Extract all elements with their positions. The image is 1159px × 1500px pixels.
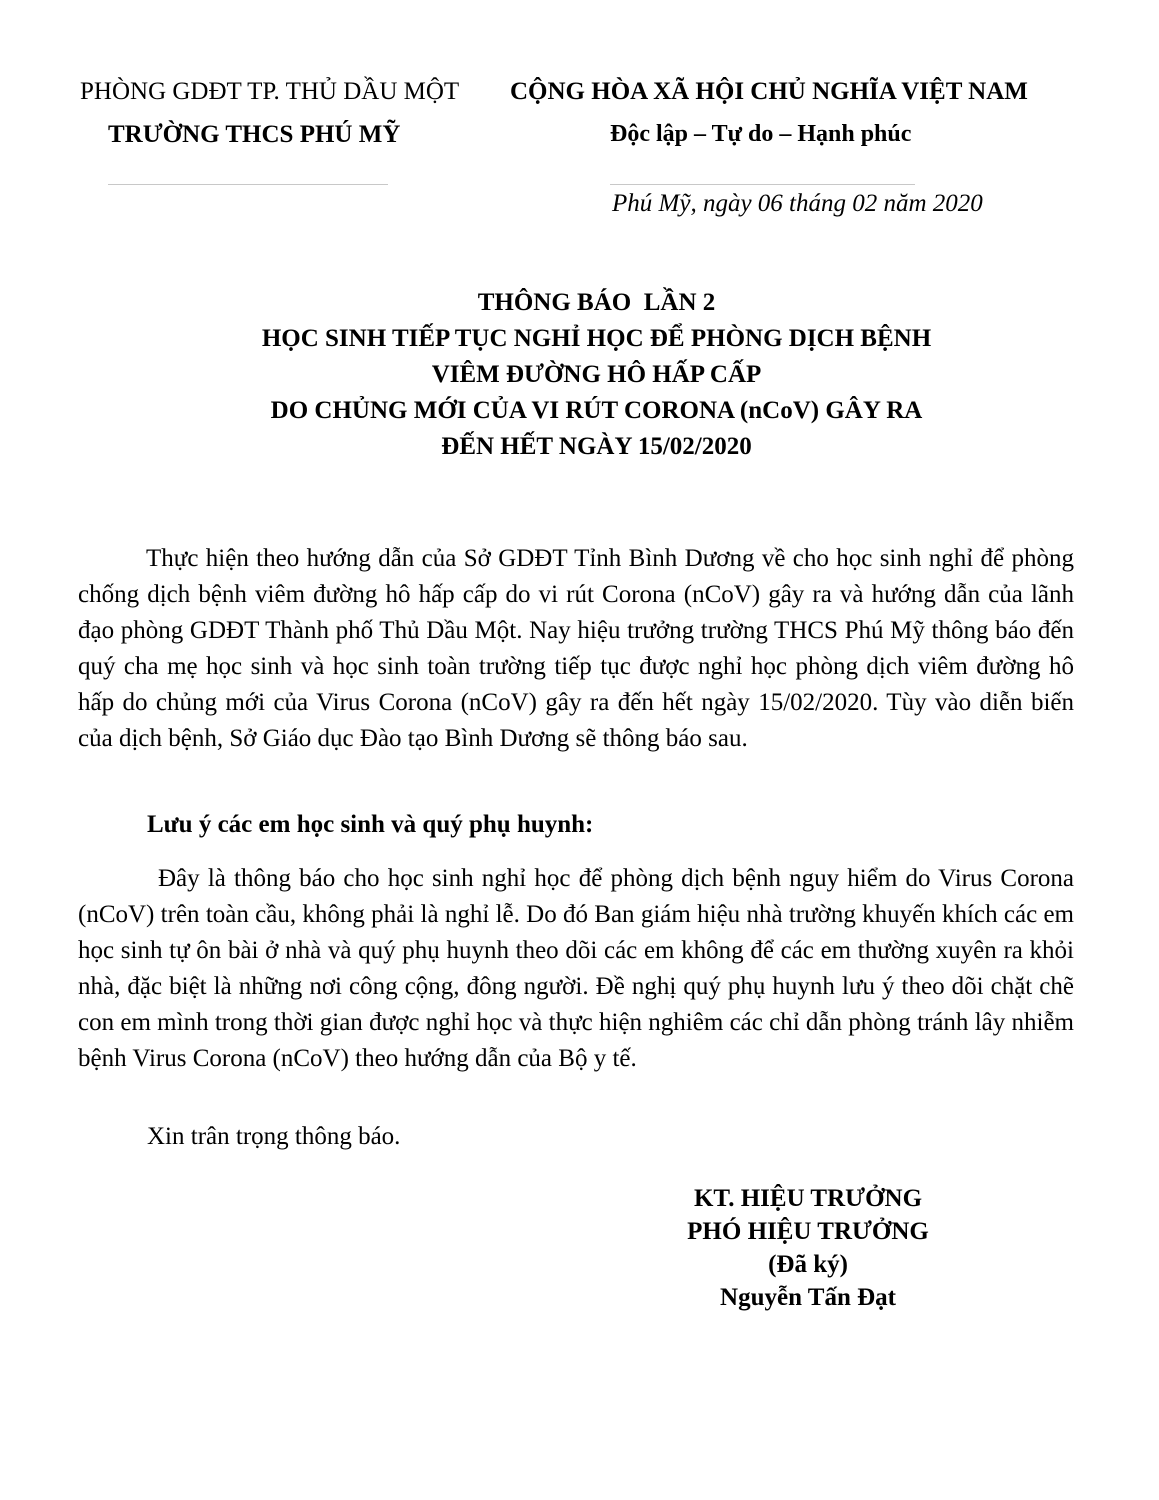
signature-block xyxy=(628,1182,988,1314)
title-line: HỌC SINH TIẾP TỤC NGHỈ HỌC ĐỂ PHÒNG DỊCH BỆNH xyxy=(261,325,932,352)
body-paragraph-1: Thực hiện theo hướng dẫn của Sở GDĐT Tỉnh Bình Dương về cho học sinh nghỉ để phòng chống dịch bệnh viêm đường hô hấp cấp do vi rút Corona (nCoV) gây ra và hướng dẫn của lãnh đạo phòng GDĐT Thành phố Thủ Dầu Một. Nay hiệu trưởng trường THCS Phú Mỹ thông báo đến quý cha mẹ học sinh và học sinh toàn trường tiếp tục được nghỉ học phòng dịch viêm đường hô hấp do chủng mới của Virus Corona (nCoV) gây ra đến hết ngày 15/02/2020. Tùy vào diễn biến của dịch bệnh, Sở Giáo dục Đào tạo Bình Dương sẽ thông báo sau. xyxy=(78,545,1074,752)
title-line: THÔNG BÁO LẦN 2 xyxy=(477,289,716,316)
document-title xyxy=(0,285,1159,465)
closing-line: Xin trân trọng thông báo. xyxy=(147,1123,401,1150)
title-line: ĐẾN HẾT NGÀY 15/02/2020 xyxy=(441,433,752,460)
signature-title: KT. HIỆU TRƯỞNG xyxy=(693,1185,923,1212)
signature-status: (Đã ký) xyxy=(768,1251,848,1278)
note-heading: Lưu ý các em học sinh và quý phụ huynh: xyxy=(147,811,594,838)
header-right-divider xyxy=(610,184,915,185)
document-date: Phú Mỹ, ngày 06 tháng 02 năm 2020 xyxy=(612,190,983,217)
department-name: PHÒNG GDĐT TP. THỦ DẦU MỘT xyxy=(80,78,460,105)
signatory-name: Nguyễn Tấn Đạt xyxy=(720,1284,896,1311)
school-name: TRƯỜNG THCS PHÚ MỸ xyxy=(108,121,401,148)
body-paragraph-2: Đây là thông báo cho học sinh nghỉ học để phòng dịch bệnh nguy hiểm do Virus Corona (nCoV) trên toàn cầu, không phải là nghỉ lễ. Do đó Ban giám hiệu nhà trường khuyến khích các em học sinh tự ôn bài ở nhà và quý phụ huynh theo dõi các em không để các em thường xuyên ra khỏi nhà, đặc biệt là những nơi công cộng, đông người. Đề nghị quý phụ huynh lưu ý theo dõi chặt chẽ con em mình trong thời gian được nghỉ học và thực hiện nghiêm các chỉ dẫn phòng tránh lây nhiễm bệnh Virus Corona (nCoV) theo hướng dẫn của Bộ y tế. xyxy=(78,865,1074,1072)
title-line: DO CHỦNG MỚI CỦA VI RÚT CORONA (nCoV) GÂY RA xyxy=(270,397,923,424)
national-motto: Độc lập – Tự do – Hạnh phúc xyxy=(610,121,912,147)
country-name: CỘNG HÒA XÃ HỘI CHỦ NGHĨA VIỆT NAM xyxy=(510,78,1028,105)
header-left-divider xyxy=(108,184,388,185)
signature-position: PHÓ HIỆU TRƯỞNG xyxy=(687,1218,929,1245)
title-line: VIÊM ĐƯỜNG HÔ HẤP CẤP xyxy=(431,361,762,388)
